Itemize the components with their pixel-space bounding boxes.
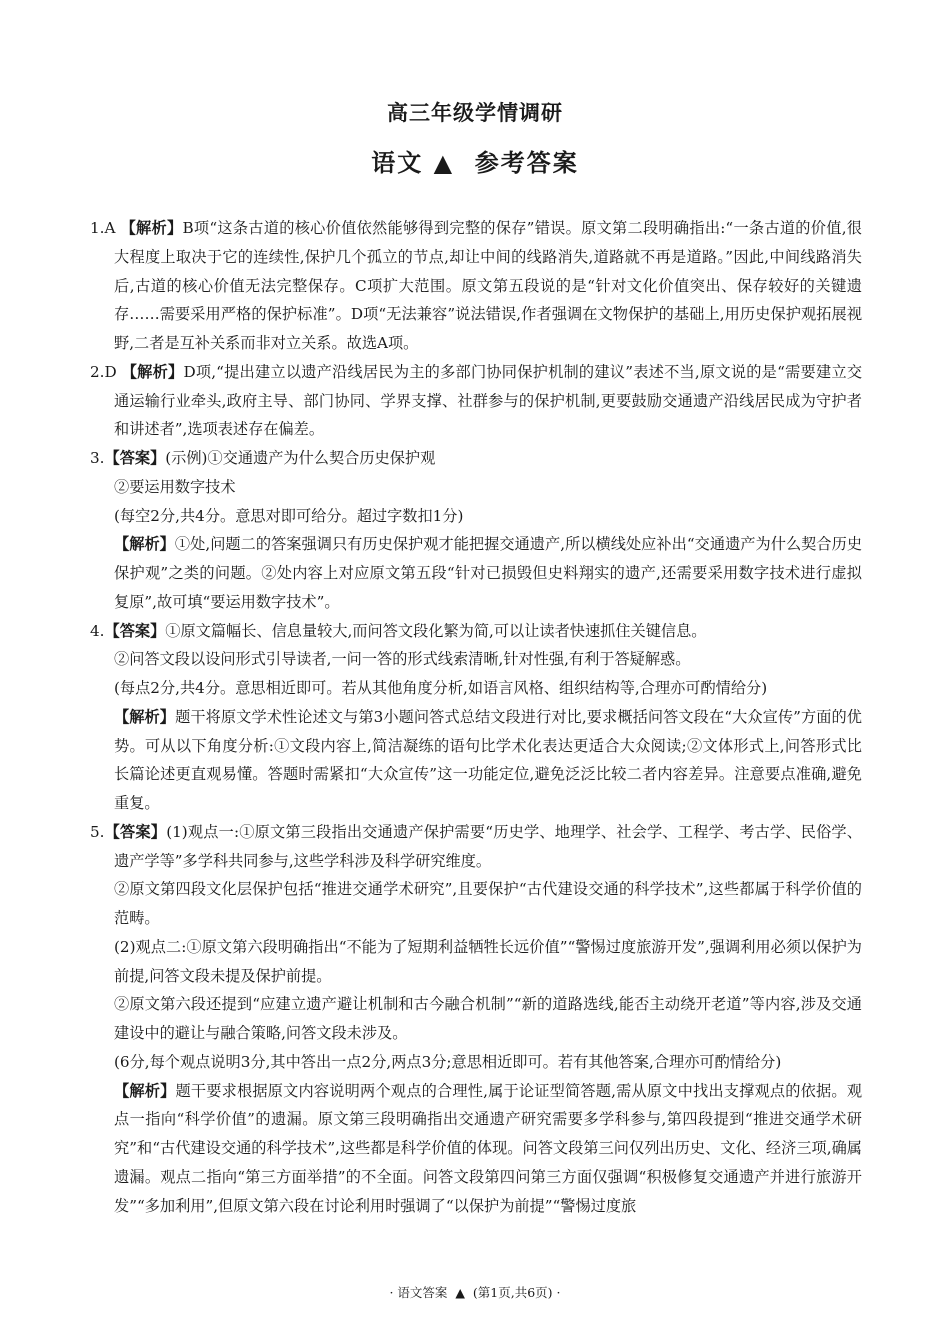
page-footer: · 语文答案 ▲ (第1页,共6页) · xyxy=(389,1285,561,1300)
page-subtitle: 语文 ▲ 参考答案 xyxy=(371,148,579,177)
q4-answer-2: ②问答文段以设问形式引导读者,一问一答的形式线索清晰,针对性强,有利于答疑解惑。 xyxy=(114,650,691,669)
q5-point-1: (1)观点一:①原文第三段指出交通遗产保护需要“历史学、地理学、社会学、工程学、考古学、民俗学、遗产学等”多学科共同参与,这些学科涉及科学研究维度。 xyxy=(114,822,862,870)
q3-answer-1: (示例)①交通遗产为什么契合历史保护观 xyxy=(165,449,436,467)
q4-analysis-text: 题干将原文学术性论述文与第3小题问答式总结文段进行对比,要求概括问答文段在“大众宣传”方面的优势。可从以下角度分析:①文段内容上,简洁凝练的语句比学术化表达更适合大众阅读;②文体形式上,问答形式比长篇论述更直观易懂。答题时需紧扣“大众宣传”这一功能定位,避免泛泛比较二者内容差异。注意要点准确,避免重复。 xyxy=(114,707,862,812)
q4-scoring: (每点2分,共4分。意思相近即可。若从其他角度分析,如语言风格、组织结构等,合理亦可酌情给分) xyxy=(114,679,768,697)
q5-answer xyxy=(90,818,862,876)
page-title: 高三年级学情调研 xyxy=(387,100,563,125)
q3-analysis xyxy=(90,530,862,616)
q1-block xyxy=(90,214,862,358)
q2-analysis-tag: 【解析】 xyxy=(121,362,184,381)
q1-analysis-tag: 【解析】 xyxy=(120,219,183,237)
q4-analysis-tag: 【解析】 xyxy=(114,707,176,726)
q5-analysis xyxy=(90,1077,862,1221)
q4-answer-tag: 【答案】 xyxy=(104,621,166,640)
q3-number: 3. xyxy=(90,449,105,467)
q3-answer-2: ②要运用数字技术 xyxy=(114,477,236,496)
q5-scoring: (6分,每个观点说明3分,其中答出一点2分,两点3分;意思相近即可。若有其他答案,合理亦可酌情给分) xyxy=(114,1052,782,1071)
q5-number: 5. xyxy=(90,822,105,841)
q5-analysis-text: 题干要求根据原文内容说明两个观点的合理性,属于论证型简答题,需从原文中找出支撑观点的依据。观点一指向“科学价值”的遗漏。原文第三段明确指出交通遗产研究需要多学科参与,第四段提到“推进交通学术研究”和“古代建设交通的科学技术”,这些都是科学价值的体现。问答文段第三问仅列出历史、文化、经济三项,确属遗漏。观点二指向“第三方面举措”的不全面。问答文段第四问第三方面仅强调“积极修复交通遗产并进行旅游开发”“多加利用”,但原文第六段在讨论利用时强调了“以保护为前提”“警惕过度旅 xyxy=(114,1081,863,1215)
q1-analysis-text: B项“这条古道的核心价值依然能够得到完整的保存”错误。原文第二段明确指出:“一条古道的价值,很大程度上取决于它的连续性,保护几个孤立的节点,却让中间的线路消失,道路就不再是道路。”因此,中间线路消失后,古道的核心价值无法完整保存。C项扩大范围。原文第五段说的是“针对文化价值突出、保存较好的关键遗存……需要采用严格的保护标准”。D项“无法兼容”说法错误,作者强调在文物保护的基础上,用历史保护观拓展视野,二者是互补关系而非对立关系。故选A项。 xyxy=(114,219,862,352)
answer-content xyxy=(90,214,862,1220)
q2-number: 2.D xyxy=(90,362,122,381)
q3-answer-tag: 【答案】 xyxy=(104,449,166,467)
q1-number: 1.A xyxy=(90,219,121,237)
q5-answer-tag: 【答案】 xyxy=(104,822,167,841)
q5-point-4: ②原文第六段还提到“应建立遗产避让机制和古今融合机制”“新的道路选线,能否主动绕开老道”等内容,涉及交通建设中的避让与融合策略,问答文段未涉及。 xyxy=(114,995,862,1042)
q3-analysis-text: ①处,问题二的答案强调只有历史保护观才能把握交通遗产,所以横线处应补出“交通遗产为什么契合历史保护观”之类的问题。②处内容上对应原文第五段“针对已损毁但史料翔实的遗产,还需要采用数字技术进行虚拟复原”,故可填“要运用数字技术”。 xyxy=(114,535,863,611)
q2-analysis-text: D项,“提出建立以遗产沿线居民为主的多部门协同保护机制的建议”表述不当,原文说的是“需要建立交通运输行业牵头,政府主导、部门协同、学界支撑、社群参与的保护机制,更要鼓励交通遗产沿线居民成为守护者和讲述者”,选项表述存在偏差。 xyxy=(114,362,863,439)
q3-analysis-tag: 【解析】 xyxy=(114,535,175,554)
q4-analysis xyxy=(90,703,862,818)
q2-block xyxy=(90,358,862,444)
q3-scoring: (每空2分,共4分。意思对即可给分。超过字数扣1分) xyxy=(114,506,464,525)
q3-answer xyxy=(90,444,862,473)
q5-point-3: (2)观点二:①原文第六段明确指出“不能为了短期利益牺牲长远价值”“警惕过度旅游开发”,强调利用必须以保护为前提,问答文段未提及保护前提。 xyxy=(114,937,862,985)
q5-point-2: ②原文第四段文化层保护包括“推进交通学术研究”,且要保护“古代建设交通的科学技术”,这些都属于科学价值的范畴。 xyxy=(114,880,862,927)
q4-number: 4. xyxy=(90,621,105,640)
q4-answer-1: ①原文篇幅长、信息量较大,而问答文段化繁为简,可以让读者快速抓住关键信息。 xyxy=(165,621,707,640)
q4-answer xyxy=(90,617,862,646)
q5-analysis-tag: 【解析】 xyxy=(114,1081,176,1100)
